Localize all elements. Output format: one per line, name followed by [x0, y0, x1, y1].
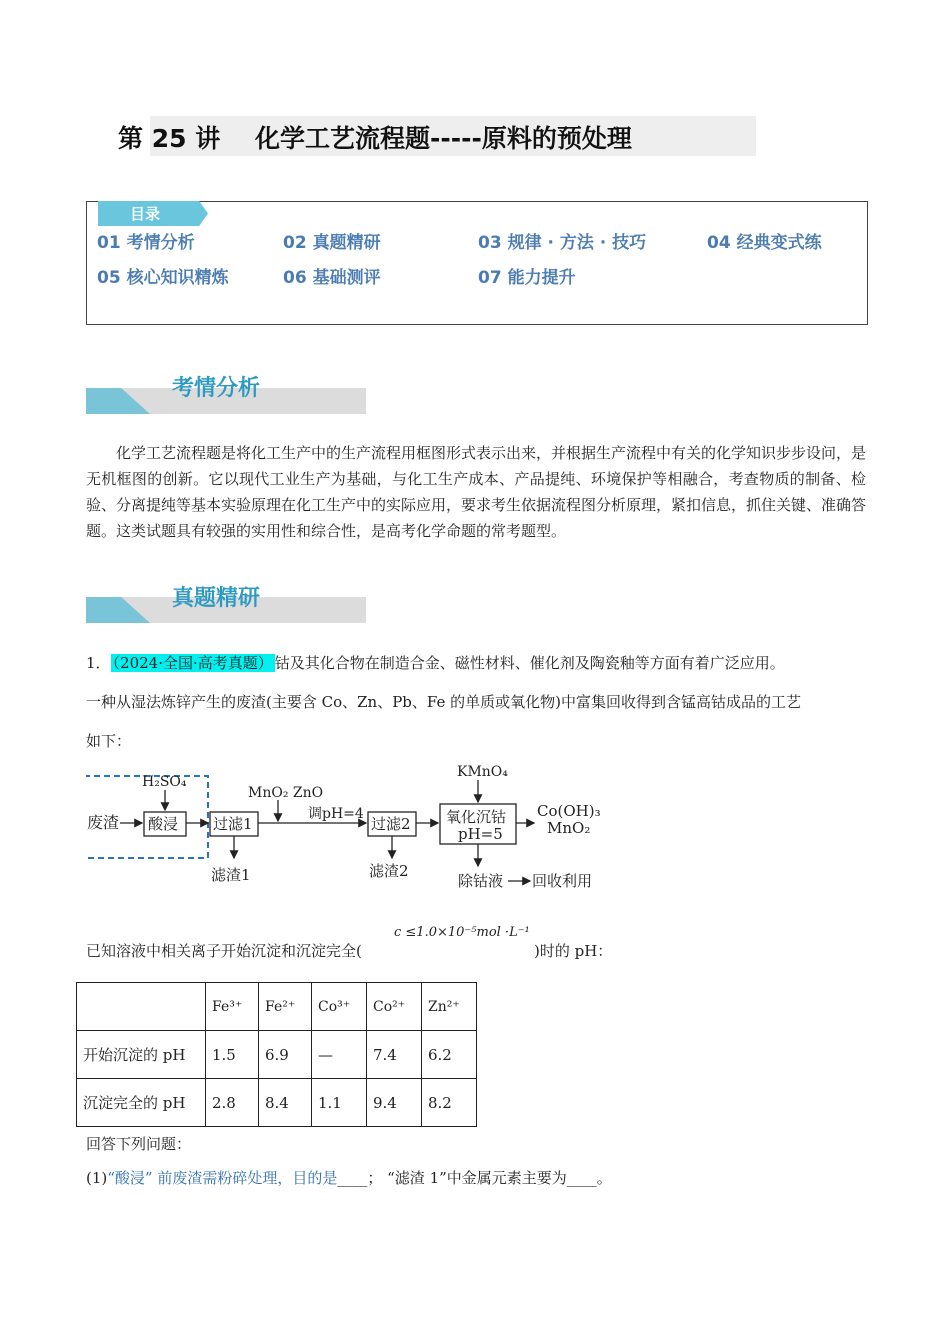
section-title-exam: 真题精研 [172, 586, 261, 611]
table-cell: 2.8 [206, 1079, 259, 1127]
q1-blank-2[interactable]: ____ [566, 1169, 597, 1187]
flow-condition-ph: 调pH=4 [308, 806, 364, 822]
question-line-2: 一种从湿法炼锌产生的废渣(主要含 Co、Zn、Pb、Fe 的单质或氧化物)中富集回收得到含锰高钴成品的工艺 [86, 693, 801, 711]
flow-step-leaching: 酸浸 [148, 815, 179, 833]
question-line-1 [86, 652, 785, 673]
question-source-tag: （2024·全国·高考真题） [112, 654, 273, 672]
q1-mid-text: ； “滤渣 1”中金属元素主要为 [367, 1169, 567, 1187]
flow-filtrate: 除钴液 [458, 872, 504, 890]
flow-step-oxidation-ph: pH=5 [458, 825, 503, 843]
answer-intro: 回答下列问题： [86, 1135, 192, 1153]
ph-table [76, 982, 477, 1127]
flow-reagent-kmno4: KMnO₄ [457, 764, 508, 780]
page-title: 第 25 讲 化学工艺流程题-----原料的预处理 [118, 124, 632, 153]
table-header-cell: Zn²⁺ [422, 983, 477, 1031]
known-prefix: 已知溶液中相关离子开始沉淀和沉淀完全( [86, 942, 362, 960]
toc-item-knowledge[interactable]: 05 核心知识精炼 [97, 268, 229, 288]
table-cell: 9.4 [367, 1079, 422, 1127]
q1-blue-text: “酸浸” 前废渣需粉碎处理，目的是 [107, 1169, 338, 1187]
flow-reagent-mno2-zno: MnO₂ ZnO [248, 785, 324, 801]
table-cell: — [312, 1031, 367, 1079]
table-cell: 7.4 [367, 1031, 422, 1079]
analysis-paragraph: 化学工艺流程题是将化工生产中的生产流程用框图形式表示出来，并根据生产流程中有关的化学知识步步设问，是无机框图的创新。它以现代工业生产为基础，与化工生产成本、产品提纯、环境保护等相融合，考查物质的制备、检验、分离提纯等基本实验原理在化工生产中的实际应用，要求考生依据流程图分析原理，紧扣信息，抓住关键、准确答题。这类试题具有较强的实用性和综合性，是高考化学命题的常考题型。 [86, 444, 867, 540]
table-cell: 开始沉淀的 pH [77, 1031, 206, 1079]
toc-tag-label: 目录 [130, 205, 161, 223]
question-number: 1． [86, 654, 111, 672]
question-text-1: 钴及其化合物在制造合金、磁性材料、催化剂及陶瓷釉等方面有着广泛应用。 [274, 654, 785, 672]
toc-item-exam[interactable]: 02 真题精研 [283, 233, 381, 253]
table-cell: 1.5 [206, 1031, 259, 1079]
table-cell: 1.1 [312, 1079, 367, 1127]
toc-item-methods[interactable]: 03 规律 · 方法 · 技巧 [478, 233, 647, 253]
toc-item-analysis[interactable]: 01 考情分析 [97, 233, 195, 253]
q1-label: (1) [86, 1169, 108, 1187]
table-cell: 沉淀完全的 pH [77, 1079, 206, 1127]
toc-item-basic-test[interactable]: 06 基础测评 [283, 268, 381, 288]
q1-blank-1[interactable]: ____ [337, 1169, 368, 1187]
flow-residue2: 滤渣2 [369, 862, 409, 880]
flow-step-filter1: 过滤1 [213, 815, 253, 833]
table-cell: 6.9 [259, 1031, 312, 1079]
flow-recycle: 回收利用 [532, 872, 593, 890]
process-flowchart [86, 760, 606, 894]
flow-residue1: 滤渣1 [211, 866, 251, 884]
table-cell: 8.2 [422, 1079, 477, 1127]
known-condition: c ≤1.0×10⁻⁵mol ·L⁻¹ [394, 925, 530, 940]
table-header-cell: Fe²⁺ [259, 983, 312, 1031]
toc-item-variants[interactable]: 04 经典变式练 [707, 233, 822, 253]
table-cell: 6.2 [422, 1031, 477, 1079]
table-header-cell: Fe³⁺ [206, 983, 259, 1031]
known-suffix: )时的 pH： [534, 942, 613, 960]
flow-feed: 废渣 [87, 813, 120, 832]
q1-end: 。 [596, 1169, 612, 1187]
toc-item-advanced[interactable]: 07 能力提升 [478, 268, 576, 288]
table-header-cell: Co³⁺ [312, 983, 367, 1031]
flow-step-oxidation: 氧化沉钴 [446, 808, 507, 826]
flow-product-mno2: MnO₂ [547, 819, 591, 837]
table-row [77, 1031, 477, 1079]
table-cell: 8.4 [259, 1079, 312, 1127]
table-row [77, 1079, 477, 1127]
question-part-1 [86, 1167, 612, 1188]
question-line-3: 如下： [86, 732, 132, 750]
table-header-cell: Co²⁺ [367, 983, 422, 1031]
table-row [77, 983, 477, 1031]
table-header-cell [77, 983, 206, 1031]
section-title-analysis: 考情分析 [172, 376, 261, 401]
flow-product-cooh3: Co(OH)₃ [537, 802, 601, 820]
flow-reagent-acid: H₂SO₄ [142, 774, 187, 790]
flow-step-filter2: 过滤2 [371, 815, 411, 833]
